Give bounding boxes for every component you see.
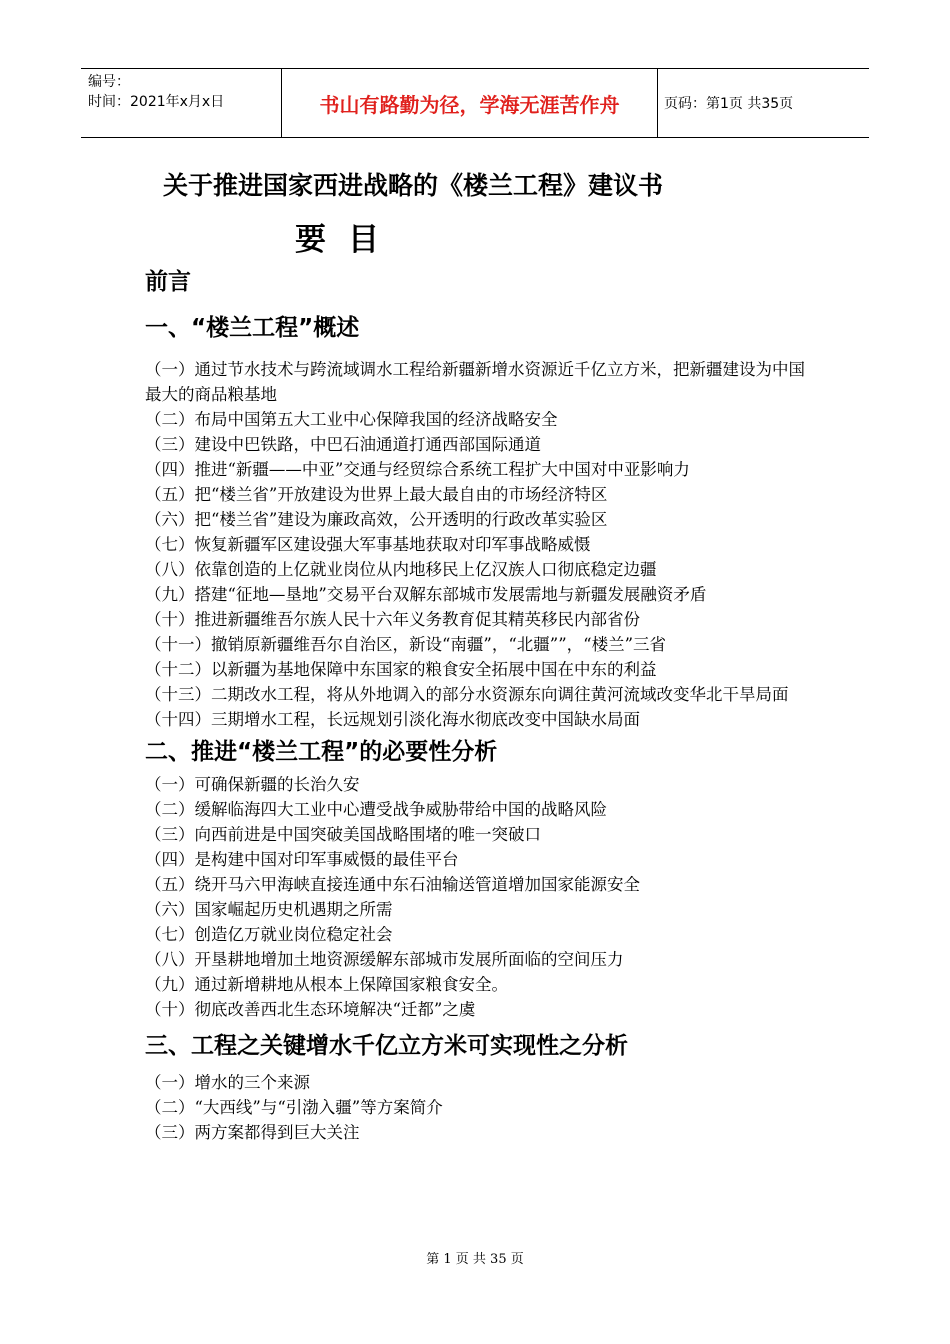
header-motto: 书山有路勤为径，学海无涯苦作舟 bbox=[281, 69, 658, 137]
list-item: （十一）撤销原新疆维吾尔自治区，新设“南疆”，“北疆””，“楼兰”三省 bbox=[145, 635, 667, 654]
section-1-items bbox=[145, 357, 817, 732]
document-title: 关于推进国家西进战略的《楼兰工程》建议书 bbox=[163, 171, 664, 200]
list-item: （二）缓解临海四大工业中心遭受战争威胁带给中国的战略风险 bbox=[145, 800, 607, 819]
list-item: （十三）二期改水工程，将从外地调入的部分水资源东向调往黄河流域改变华北干旱局面 bbox=[145, 685, 789, 704]
document-date-label: 时间：2021年x月x日 bbox=[88, 94, 225, 110]
list-item: （六）把“楼兰省”建设为廉政高效，公开透明的行政改革实验区 bbox=[145, 510, 608, 529]
section-title-preface: 前言 bbox=[145, 269, 191, 295]
list-item: （一）增水的三个来源 bbox=[145, 1073, 310, 1092]
document-subtitle: 要目 bbox=[295, 222, 401, 258]
list-item: （七）创造亿万就业岗位稳定社会 bbox=[145, 925, 393, 944]
header-meta-cell bbox=[81, 69, 281, 137]
list-item: （二）“大西线”与“引渤入疆”等方案简介 bbox=[145, 1098, 443, 1117]
list-item: （十二）以新疆为基地保障中东国家的粮食安全拓展中国在中东的利益 bbox=[145, 660, 657, 679]
list-item: （十）推进新疆维吾尔族人民十六年义务教育促其精英移民内部省份 bbox=[145, 610, 640, 629]
list-item: （八）依靠创造的上亿就业岗位从内地移民上亿汉族人口彻底稳定边疆 bbox=[145, 560, 657, 579]
list-item: （九）通过新增耕地从根本上保障国家粮食安全。 bbox=[145, 975, 508, 994]
list-item: （四）是构建中国对印军事威慑的最佳平台 bbox=[145, 850, 459, 869]
list-item: （一）通过节水技术与跨流域调水工程给新疆新增水资源近千亿立方米，把新疆建设为中国最大的商品粮基地 bbox=[145, 360, 805, 404]
header-page-info: 页码：第1页 共35页 bbox=[664, 96, 794, 112]
section-title-2: 二、推进“楼兰工程”的必要性分析 bbox=[145, 739, 498, 765]
header-table bbox=[81, 68, 869, 138]
document-number-label: 编号： bbox=[88, 74, 130, 90]
list-item: （五）绕开马六甲海峡直接连通中东石油输送管道增加国家能源安全 bbox=[145, 875, 640, 894]
list-item: （七）恢复新疆军区建设强大军事基地获取对印军事战略威慑 bbox=[145, 535, 591, 554]
list-item: （八）开垦耕地增加土地资源缓解东部城市发展所面临的空间压力 bbox=[145, 950, 624, 969]
list-item: （三）建设中巴铁路，中巴石油通道打通西部国际通道 bbox=[145, 435, 541, 454]
list-item: （十）彻底改善西北生态环境解决“迁都”之虞 bbox=[145, 1000, 476, 1019]
list-item: （五）把“楼兰省”开放建设为世界上最大最自由的市场经济特区 bbox=[145, 485, 608, 504]
list-item: （三）向西前进是中国突破美国战略围堵的唯一突破口 bbox=[145, 825, 541, 844]
list-item: （六）国家崛起历史机遇期之所需 bbox=[145, 900, 393, 919]
list-item: （四）推进“新疆——中亚”交通与经贸综合系统工程扩大中国对中亚影响力 bbox=[145, 460, 690, 479]
list-item: （一）可确保新疆的长治久安 bbox=[145, 775, 360, 794]
outline-content bbox=[145, 266, 817, 1145]
page-footer: 第 1 页 共 35 页 bbox=[426, 1252, 524, 1267]
section-3-items bbox=[145, 1070, 817, 1145]
section-title-3: 三、工程之关键增水千亿立方米可实现性之分析 bbox=[145, 1033, 628, 1059]
list-item: （十四）三期增水工程，长远规划引淡化海水彻底改变中国缺水局面 bbox=[145, 710, 640, 729]
section-title-1: 一、“楼兰工程”概述 bbox=[145, 315, 360, 341]
list-item: （九）搭建“征地—垦地”交易平台双解东部城市发展需地与新疆发展融资矛盾 bbox=[145, 585, 707, 604]
list-item: （三）两方案都得到巨大关注 bbox=[145, 1123, 360, 1142]
list-item: （二）布局中国第五大工业中心保障我国的经济战略安全 bbox=[145, 410, 558, 429]
section-2-items bbox=[145, 772, 817, 1022]
